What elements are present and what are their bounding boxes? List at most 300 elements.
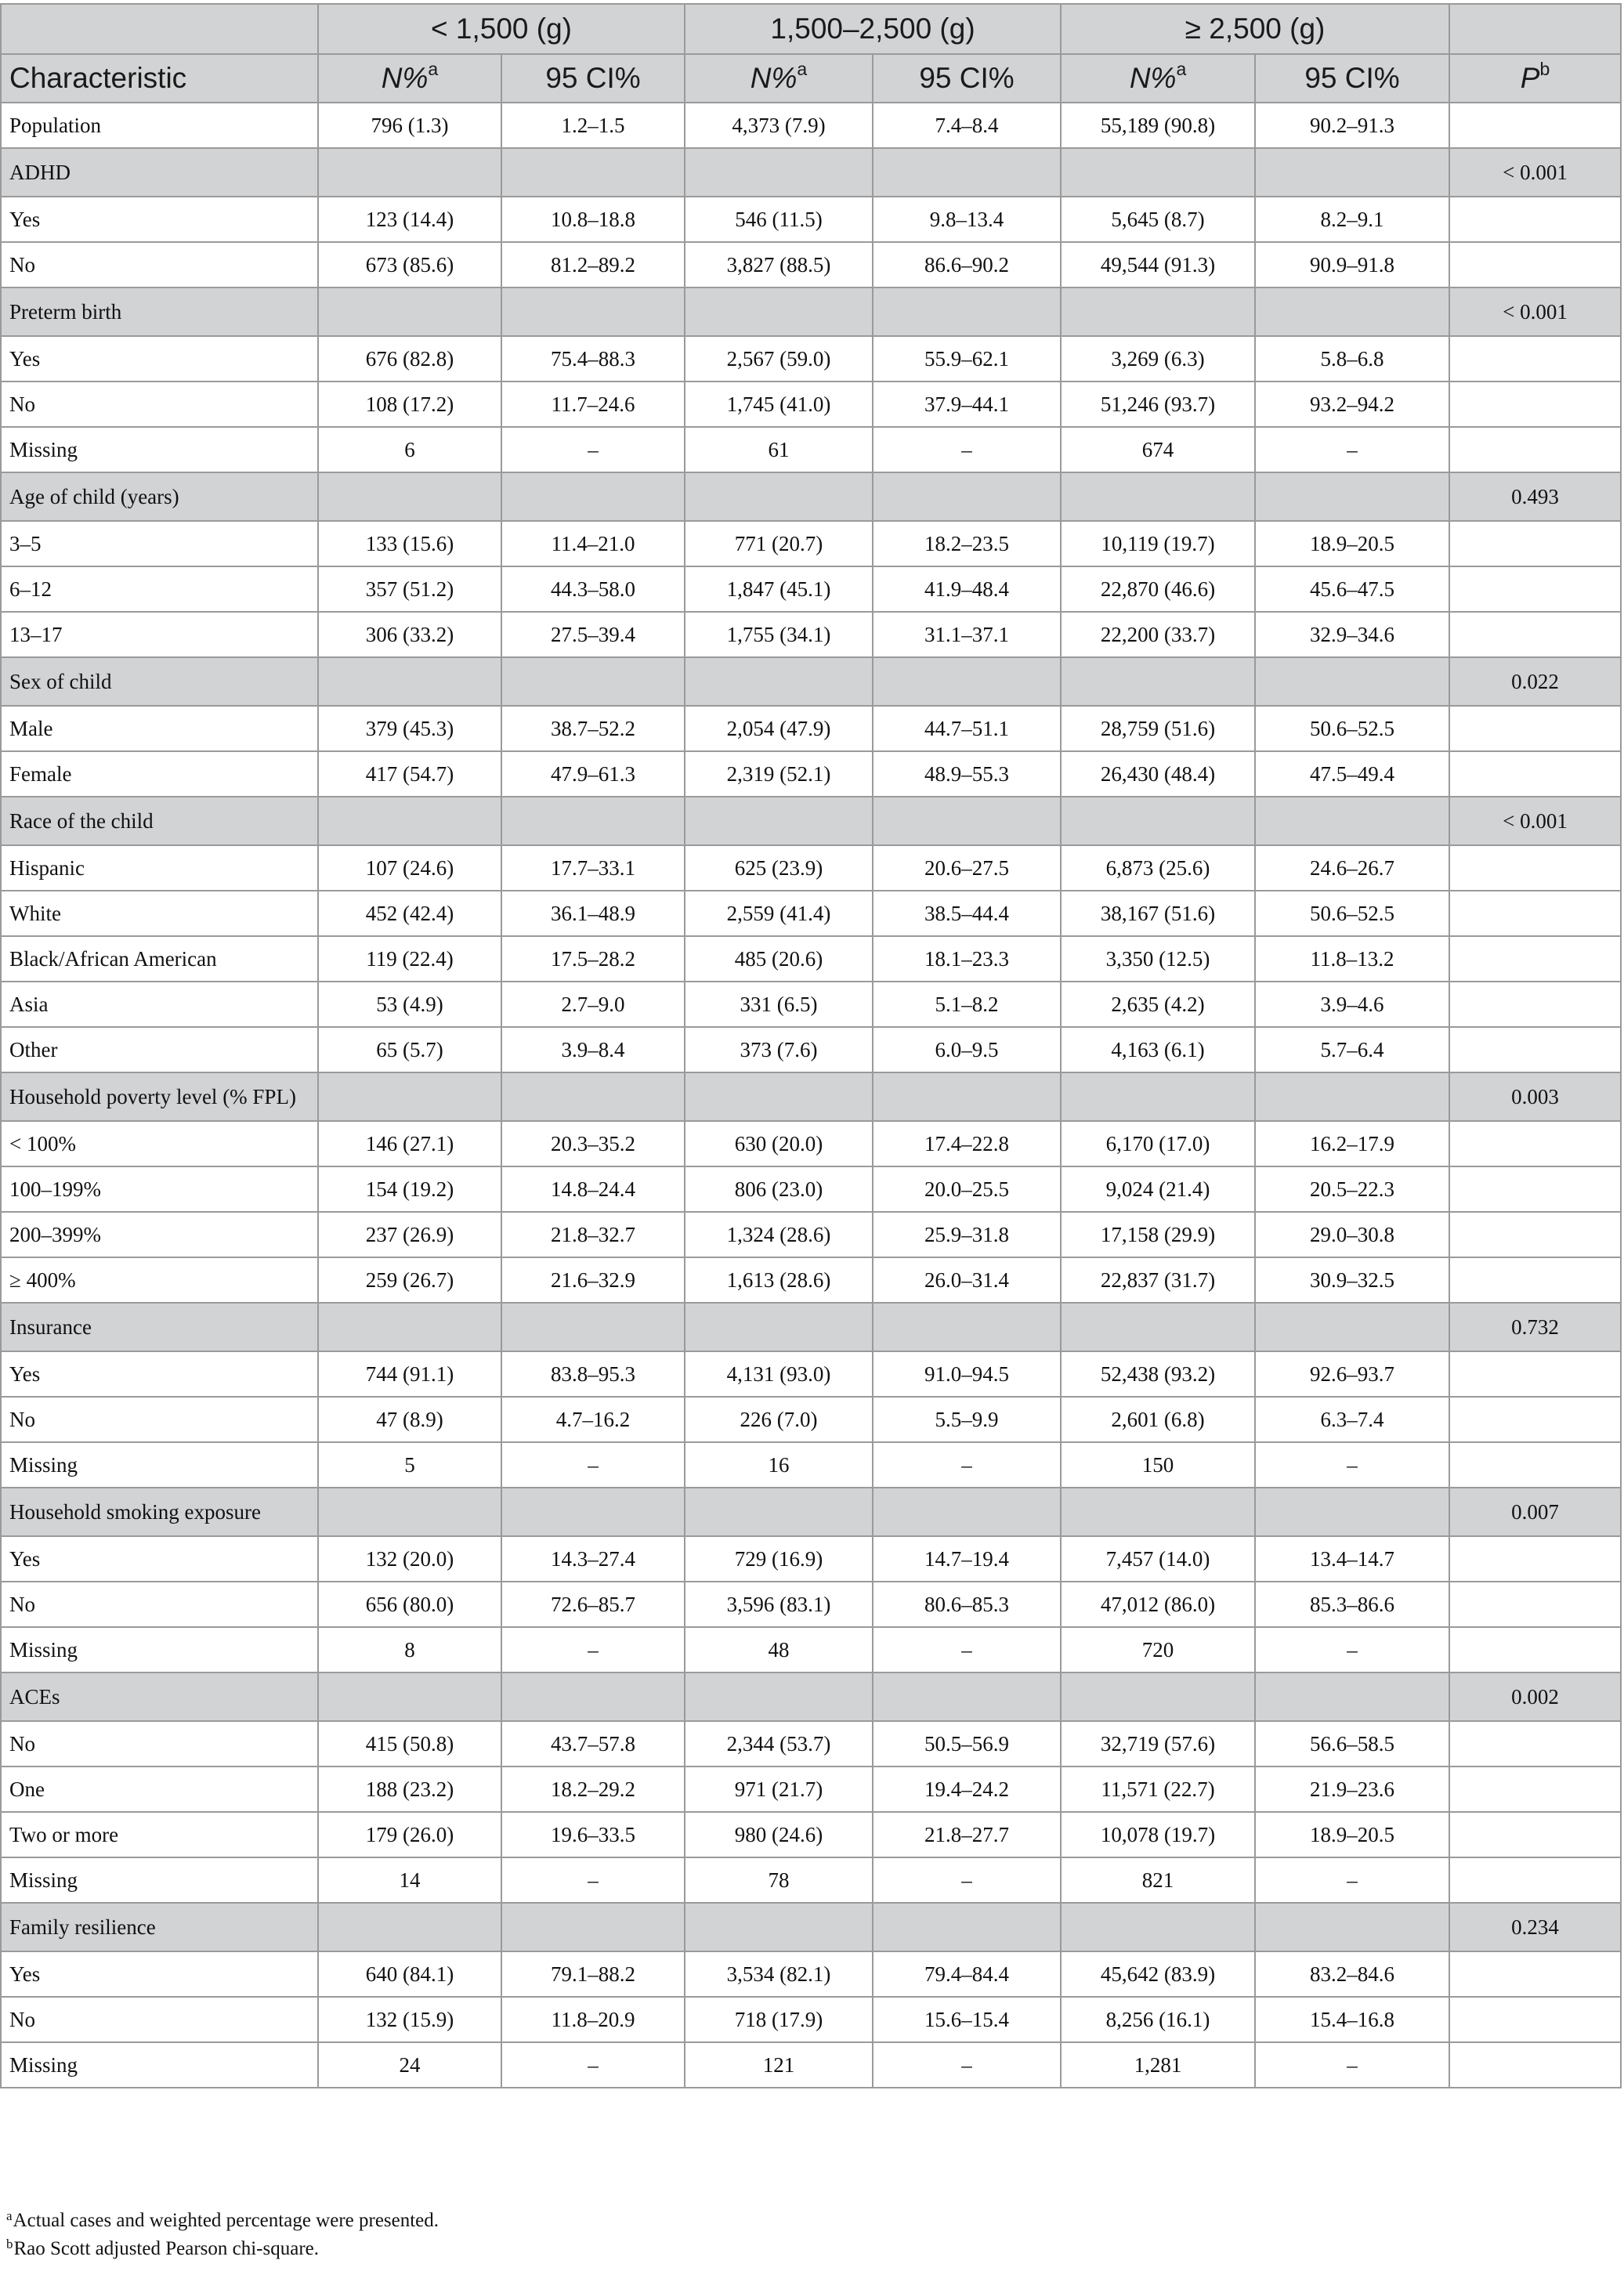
header-group-under-1500: < 1,500 (g) — [318, 4, 685, 54]
empty-cell — [873, 657, 1061, 706]
ci-cell: 16.2–17.9 — [1255, 1121, 1449, 1166]
count-pct-cell: 119 (22.4) — [318, 936, 501, 982]
ci-cell: 8.2–9.1 — [1255, 197, 1449, 242]
empty-cell — [873, 1303, 1061, 1351]
p-value-cell — [1449, 1951, 1621, 1997]
header-n-pct — [685, 54, 873, 103]
ci-cell: – — [873, 427, 1061, 472]
section-label: Household smoking exposure — [1, 1488, 318, 1536]
p-value-cell: 0.007 — [1449, 1488, 1621, 1536]
ci-cell: 48.9–55.3 — [873, 751, 1061, 797]
count-pct-cell: 11,571 (22.7) — [1061, 1767, 1255, 1812]
empty-cell — [1061, 1488, 1255, 1536]
p-value-cell — [1449, 1166, 1621, 1212]
count-pct-cell: 452 (42.4) — [318, 891, 501, 936]
count-pct-cell: 47 (8.9) — [318, 1397, 501, 1442]
empty-cell — [1061, 287, 1255, 336]
ci-cell: 43.7–57.8 — [501, 1721, 685, 1767]
ci-cell: 47.9–61.3 — [501, 751, 685, 797]
section-header-row — [1, 148, 1621, 197]
empty-cell — [685, 1903, 873, 1951]
count-pct-cell: 7,457 (14.0) — [1061, 1536, 1255, 1582]
p-value-cell — [1449, 982, 1621, 1027]
count-pct-cell: 26,430 (48.4) — [1061, 751, 1255, 797]
ci-cell: 11.7–24.6 — [501, 382, 685, 427]
ci-cell: 75.4–88.3 — [501, 336, 685, 382]
p-value-cell — [1449, 1257, 1621, 1303]
empty-cell — [685, 657, 873, 706]
row-label: Asia — [1, 982, 318, 1027]
ci-cell: 14.3–27.4 — [501, 1536, 685, 1582]
table-row — [1, 982, 1621, 1027]
row-label: 13–17 — [1, 612, 318, 657]
ci-cell: 20.6–27.5 — [873, 845, 1061, 891]
ci-cell: 1.2–1.5 — [501, 103, 685, 148]
row-label: Male — [1, 706, 318, 751]
section-header-row — [1, 657, 1621, 706]
count-pct-cell: 55,189 (90.8) — [1061, 103, 1255, 148]
empty-cell — [685, 472, 873, 521]
count-pct-cell: 237 (26.9) — [318, 1212, 501, 1257]
row-label: Two or more — [1, 1812, 318, 1857]
p-value-cell: < 0.001 — [1449, 287, 1621, 336]
empty-cell — [685, 287, 873, 336]
count-pct-cell: 6 — [318, 427, 501, 472]
row-label: Yes — [1, 336, 318, 382]
count-pct-cell: 718 (17.9) — [685, 1997, 873, 2042]
empty-cell — [1061, 1903, 1255, 1951]
count-pct-cell: 673 (85.6) — [318, 242, 501, 287]
count-pct-cell: 132 (15.9) — [318, 1997, 501, 2042]
count-pct-cell: 8 — [318, 1627, 501, 1673]
row-label: 200–399% — [1, 1212, 318, 1257]
count-pct-cell: 1,613 (28.6) — [685, 1257, 873, 1303]
table-row — [1, 1536, 1621, 1582]
row-label: Yes — [1, 197, 318, 242]
footnote-marker: a — [428, 59, 439, 79]
p-value-cell: < 0.001 — [1449, 797, 1621, 845]
ci-cell: 2.7–9.0 — [501, 982, 685, 1027]
count-pct-cell: 2,319 (52.1) — [685, 751, 873, 797]
section-label: Insurance — [1, 1303, 318, 1351]
ci-cell: 85.3–86.6 — [1255, 1582, 1449, 1627]
ci-cell: 47.5–49.4 — [1255, 751, 1449, 797]
table-row — [1, 1721, 1621, 1767]
row-label: No — [1, 242, 318, 287]
table-row — [1, 336, 1621, 382]
table-row — [1, 521, 1621, 566]
p-value-cell — [1449, 612, 1621, 657]
count-pct-cell: 625 (23.9) — [685, 845, 873, 891]
count-pct-cell: 6,170 (17.0) — [1061, 1121, 1255, 1166]
count-pct-cell: 17,158 (29.9) — [1061, 1212, 1255, 1257]
row-label: Missing — [1, 1857, 318, 1903]
empty-cell — [685, 148, 873, 197]
row-label: White — [1, 891, 318, 936]
row-label: No — [1, 382, 318, 427]
count-pct-cell: 5 — [318, 1442, 501, 1488]
count-pct-cell: 48 — [685, 1627, 873, 1673]
ci-cell: 17.5–28.2 — [501, 936, 685, 982]
empty-cell — [1061, 1673, 1255, 1721]
empty-cell — [1255, 1488, 1449, 1536]
empty-cell — [1061, 472, 1255, 521]
ci-cell: 92.6–93.7 — [1255, 1351, 1449, 1397]
section-label: ACEs — [1, 1673, 318, 1721]
header-column-row — [1, 54, 1621, 103]
empty-cell — [318, 1072, 501, 1121]
section-header-row — [1, 1488, 1621, 1536]
empty-cell — [873, 1903, 1061, 1951]
ci-cell: 26.0–31.4 — [873, 1257, 1061, 1303]
ci-cell: 31.1–37.1 — [873, 612, 1061, 657]
ci-cell: 6.3–7.4 — [1255, 1397, 1449, 1442]
count-pct-cell: 188 (23.2) — [318, 1767, 501, 1812]
empty-cell — [685, 1072, 873, 1121]
empty-cell — [318, 1488, 501, 1536]
ci-cell: 45.6–47.5 — [1255, 566, 1449, 612]
ci-cell: – — [501, 2042, 685, 2088]
count-pct-cell: 16 — [685, 1442, 873, 1488]
ci-cell: 19.6–33.5 — [501, 1812, 685, 1857]
count-pct-cell: 674 — [1061, 427, 1255, 472]
table-row — [1, 1812, 1621, 1857]
count-pct-cell: 49,544 (91.3) — [1061, 242, 1255, 287]
count-pct-cell: 5,645 (8.7) — [1061, 197, 1255, 242]
row-label: 6–12 — [1, 566, 318, 612]
row-label: No — [1, 1997, 318, 2042]
count-pct-cell: 744 (91.1) — [318, 1351, 501, 1397]
empty-cell — [318, 1673, 501, 1721]
p-value-cell: 0.234 — [1449, 1903, 1621, 1951]
row-label: 3–5 — [1, 521, 318, 566]
ci-cell: 72.6–85.7 — [501, 1582, 685, 1627]
p-value-cell — [1449, 1582, 1621, 1627]
count-pct-cell: 676 (82.8) — [318, 336, 501, 382]
ci-cell: 30.9–32.5 — [1255, 1257, 1449, 1303]
empty-cell — [1061, 148, 1255, 197]
table-row — [1, 1351, 1621, 1397]
ci-cell: – — [1255, 1442, 1449, 1488]
header-group-over-2500: ≥ 2,500 (g) — [1061, 4, 1449, 54]
p-value-cell — [1449, 336, 1621, 382]
section-header-row — [1, 1673, 1621, 1721]
count-pct-cell: 259 (26.7) — [318, 1257, 501, 1303]
ci-cell: 14.8–24.4 — [501, 1166, 685, 1212]
p-value-cell — [1449, 1857, 1621, 1903]
p-value-cell: 0.022 — [1449, 657, 1621, 706]
header-n-pct-label: N% — [1129, 62, 1177, 94]
table-row — [1, 891, 1621, 936]
table-row — [1, 1166, 1621, 1212]
count-pct-cell: 4,131 (93.0) — [685, 1351, 873, 1397]
table-row — [1, 2042, 1621, 2088]
section-label: Age of child (years) — [1, 472, 318, 521]
table-row — [1, 936, 1621, 982]
p-value-cell — [1449, 1812, 1621, 1857]
count-pct-cell: 720 — [1061, 1627, 1255, 1673]
ci-cell: 91.0–94.5 — [873, 1351, 1061, 1397]
count-pct-cell: 2,567 (59.0) — [685, 336, 873, 382]
count-pct-cell: 52,438 (93.2) — [1061, 1351, 1255, 1397]
footnote-marker: b — [1539, 59, 1550, 79]
empty-cell — [873, 1488, 1061, 1536]
p-value-cell — [1449, 521, 1621, 566]
empty-cell — [1255, 1072, 1449, 1121]
table-body — [1, 103, 1621, 2088]
table-row — [1, 1857, 1621, 1903]
empty-cell — [1255, 472, 1449, 521]
empty-cell — [873, 1673, 1061, 1721]
row-label: Missing — [1, 1627, 318, 1673]
count-pct-cell: 379 (45.3) — [318, 706, 501, 751]
empty-cell — [501, 657, 685, 706]
count-pct-cell: 1,324 (28.6) — [685, 1212, 873, 1257]
table-row — [1, 751, 1621, 797]
ci-cell: 19.4–24.2 — [873, 1767, 1061, 1812]
footnote-text: Actual cases and weighted percentage were presented. — [13, 2210, 439, 2231]
p-value-cell — [1449, 2042, 1621, 2088]
ci-cell: 36.1–48.9 — [501, 891, 685, 936]
count-pct-cell: 971 (21.7) — [685, 1767, 873, 1812]
ci-cell: 21.8–27.7 — [873, 1812, 1061, 1857]
count-pct-cell: 6,873 (25.6) — [1061, 845, 1255, 891]
header-n-pct — [1061, 54, 1255, 103]
count-pct-cell: 14 — [318, 1857, 501, 1903]
row-label: Missing — [1, 427, 318, 472]
ci-cell: 86.6–90.2 — [873, 242, 1061, 287]
section-label: ADHD — [1, 148, 318, 197]
empty-cell — [1061, 797, 1255, 845]
p-value-cell: < 0.001 — [1449, 148, 1621, 197]
count-pct-cell: 108 (17.2) — [318, 382, 501, 427]
ci-cell: 6.0–9.5 — [873, 1027, 1061, 1072]
table-row — [1, 1212, 1621, 1257]
table-row — [1, 1582, 1621, 1627]
ci-cell: 11.8–13.2 — [1255, 936, 1449, 982]
empty-cell — [1061, 1072, 1255, 1121]
p-value-cell — [1449, 1627, 1621, 1673]
section-label: Race of the child — [1, 797, 318, 845]
table-row — [1, 427, 1621, 472]
empty-cell — [501, 1673, 685, 1721]
p-value-cell: 0.493 — [1449, 472, 1621, 521]
p-value-cell — [1449, 242, 1621, 287]
table-row — [1, 1997, 1621, 2042]
count-pct-cell: 123 (14.4) — [318, 197, 501, 242]
header-ci: 95 CI% — [873, 54, 1061, 103]
row-label: Other — [1, 1027, 318, 1072]
count-pct-cell: 22,870 (46.6) — [1061, 566, 1255, 612]
empty-cell — [501, 148, 685, 197]
count-pct-cell: 1,281 — [1061, 2042, 1255, 2088]
ci-cell: 21.9–23.6 — [1255, 1767, 1449, 1812]
count-pct-cell: 121 — [685, 2042, 873, 2088]
ci-cell: 14.7–19.4 — [873, 1536, 1061, 1582]
empty-cell — [501, 797, 685, 845]
count-pct-cell: 980 (24.6) — [685, 1812, 873, 1857]
ci-cell: 20.0–25.5 — [873, 1166, 1061, 1212]
empty-cell — [318, 287, 501, 336]
empty-cell — [318, 472, 501, 521]
table-row — [1, 1627, 1621, 1673]
ci-cell: 7.4–8.4 — [873, 103, 1061, 148]
ci-cell: 4.7–16.2 — [501, 1397, 685, 1442]
ci-cell: 27.5–39.4 — [501, 612, 685, 657]
footnote-mark: a — [6, 2208, 13, 2223]
count-pct-cell: 8,256 (16.1) — [1061, 1997, 1255, 2042]
count-pct-cell: 796 (1.3) — [318, 103, 501, 148]
row-label: Hispanic — [1, 845, 318, 891]
section-header-row — [1, 1303, 1621, 1351]
p-value-cell — [1449, 197, 1621, 242]
empty-cell — [1061, 657, 1255, 706]
count-pct-cell: 630 (20.0) — [685, 1121, 873, 1166]
ci-cell: 5.1–8.2 — [873, 982, 1061, 1027]
empty-cell — [1255, 148, 1449, 197]
header-p-label: P — [1520, 62, 1540, 94]
table-row — [1, 1951, 1621, 1997]
header-n-pct — [318, 54, 501, 103]
ci-cell: 44.3–58.0 — [501, 566, 685, 612]
empty-cell — [1255, 1303, 1449, 1351]
empty-cell — [501, 1072, 685, 1121]
p-value-cell — [1449, 1121, 1621, 1166]
count-pct-cell: 485 (20.6) — [685, 936, 873, 982]
ci-cell: 32.9–34.6 — [1255, 612, 1449, 657]
row-label: 100–199% — [1, 1166, 318, 1212]
section-label: Family resilience — [1, 1903, 318, 1951]
empty-cell — [873, 1072, 1061, 1121]
ci-cell: 79.1–88.2 — [501, 1951, 685, 1997]
ci-cell: 50.6–52.5 — [1255, 891, 1449, 936]
p-value-cell — [1449, 1351, 1621, 1397]
section-header-row — [1, 1072, 1621, 1121]
ci-cell: 5.5–9.9 — [873, 1397, 1061, 1442]
count-pct-cell: 154 (19.2) — [318, 1166, 501, 1212]
ci-cell: 81.2–89.2 — [501, 242, 685, 287]
count-pct-cell: 2,635 (4.2) — [1061, 982, 1255, 1027]
p-value-cell — [1449, 103, 1621, 148]
count-pct-cell: 32,719 (57.6) — [1061, 1721, 1255, 1767]
empty-cell — [501, 472, 685, 521]
p-value-cell — [1449, 566, 1621, 612]
footnote-b — [6, 2235, 439, 2263]
header-characteristic-label: Characteristic — [9, 62, 187, 94]
ci-cell: – — [1255, 2042, 1449, 2088]
ci-cell: 37.9–44.1 — [873, 382, 1061, 427]
row-label: Female — [1, 751, 318, 797]
ci-cell: 9.8–13.4 — [873, 197, 1061, 242]
ci-cell: 38.5–44.4 — [873, 891, 1061, 936]
p-value-cell — [1449, 706, 1621, 751]
ci-cell: – — [501, 427, 685, 472]
count-pct-cell: 1,745 (41.0) — [685, 382, 873, 427]
count-pct-cell: 3,269 (6.3) — [1061, 336, 1255, 382]
count-pct-cell: 150 — [1061, 1442, 1255, 1488]
ci-cell: 29.0–30.8 — [1255, 1212, 1449, 1257]
count-pct-cell: 61 — [685, 427, 873, 472]
empty-cell — [318, 1303, 501, 1351]
characteristics-table — [0, 3, 1622, 2088]
ci-cell: 18.1–23.3 — [873, 936, 1061, 982]
ci-cell: – — [501, 1857, 685, 1903]
empty-cell — [873, 797, 1061, 845]
p-value-cell — [1449, 1442, 1621, 1488]
ci-cell: 20.3–35.2 — [501, 1121, 685, 1166]
row-label: One — [1, 1767, 318, 1812]
ci-cell: 3.9–8.4 — [501, 1027, 685, 1072]
ci-cell: 83.2–84.6 — [1255, 1951, 1449, 1997]
ci-cell: 15.6–15.4 — [873, 1997, 1061, 2042]
ci-cell: – — [873, 1857, 1061, 1903]
p-value-cell — [1449, 845, 1621, 891]
ci-cell: 50.5–56.9 — [873, 1721, 1061, 1767]
section-header-row — [1, 472, 1621, 521]
empty-cell — [501, 1903, 685, 1951]
ci-cell: 5.8–6.8 — [1255, 336, 1449, 382]
header-n-pct-label: N% — [381, 62, 429, 94]
count-pct-cell: 546 (11.5) — [685, 197, 873, 242]
p-value-cell — [1449, 751, 1621, 797]
header-group-row — [1, 4, 1621, 54]
p-value-cell: 0.002 — [1449, 1673, 1621, 1721]
ci-cell: 21.8–32.7 — [501, 1212, 685, 1257]
empty-cell — [1061, 1303, 1255, 1351]
empty-cell — [501, 287, 685, 336]
ci-cell: 90.2–91.3 — [1255, 103, 1449, 148]
p-value-cell — [1449, 427, 1621, 472]
count-pct-cell: 132 (20.0) — [318, 1536, 501, 1582]
count-pct-cell: 107 (24.6) — [318, 845, 501, 891]
table-row — [1, 1257, 1621, 1303]
ci-cell: 56.6–58.5 — [1255, 1721, 1449, 1767]
ci-cell: – — [1255, 1857, 1449, 1903]
table-row — [1, 1442, 1621, 1488]
table-container — [0, 3, 1620, 2088]
row-label: ≥ 400% — [1, 1257, 318, 1303]
row-label: Missing — [1, 2042, 318, 2088]
count-pct-cell: 133 (15.6) — [318, 521, 501, 566]
ci-cell: 90.9–91.8 — [1255, 242, 1449, 287]
section-header-row — [1, 287, 1621, 336]
ci-cell: 83.8–95.3 — [501, 1351, 685, 1397]
ci-cell: 11.8–20.9 — [501, 1997, 685, 2042]
empty-cell — [1255, 1673, 1449, 1721]
footnote-mark: b — [6, 2237, 13, 2251]
empty-cell — [685, 1303, 873, 1351]
count-pct-cell: 22,200 (33.7) — [1061, 612, 1255, 657]
table-row — [1, 242, 1621, 287]
footnote-marker: a — [1176, 59, 1187, 79]
section-label: Household poverty level (% FPL) — [1, 1072, 318, 1121]
count-pct-cell: 45,642 (83.9) — [1061, 1951, 1255, 1997]
count-pct-cell: 65 (5.7) — [318, 1027, 501, 1072]
count-pct-cell: 806 (23.0) — [685, 1166, 873, 1212]
footnote-marker: a — [797, 59, 808, 79]
ci-cell: 93.2–94.2 — [1255, 382, 1449, 427]
empty-cell — [685, 797, 873, 845]
ci-cell: 20.5–22.3 — [1255, 1166, 1449, 1212]
count-pct-cell: 51,246 (93.7) — [1061, 382, 1255, 427]
count-pct-cell: 24 — [318, 2042, 501, 2088]
ci-cell: 10.8–18.8 — [501, 197, 685, 242]
ci-cell: – — [1255, 427, 1449, 472]
count-pct-cell: 3,350 (12.5) — [1061, 936, 1255, 982]
header-empty-cell — [1449, 4, 1621, 54]
count-pct-cell: 10,119 (19.7) — [1061, 521, 1255, 566]
p-value-cell: 0.003 — [1449, 1072, 1621, 1121]
